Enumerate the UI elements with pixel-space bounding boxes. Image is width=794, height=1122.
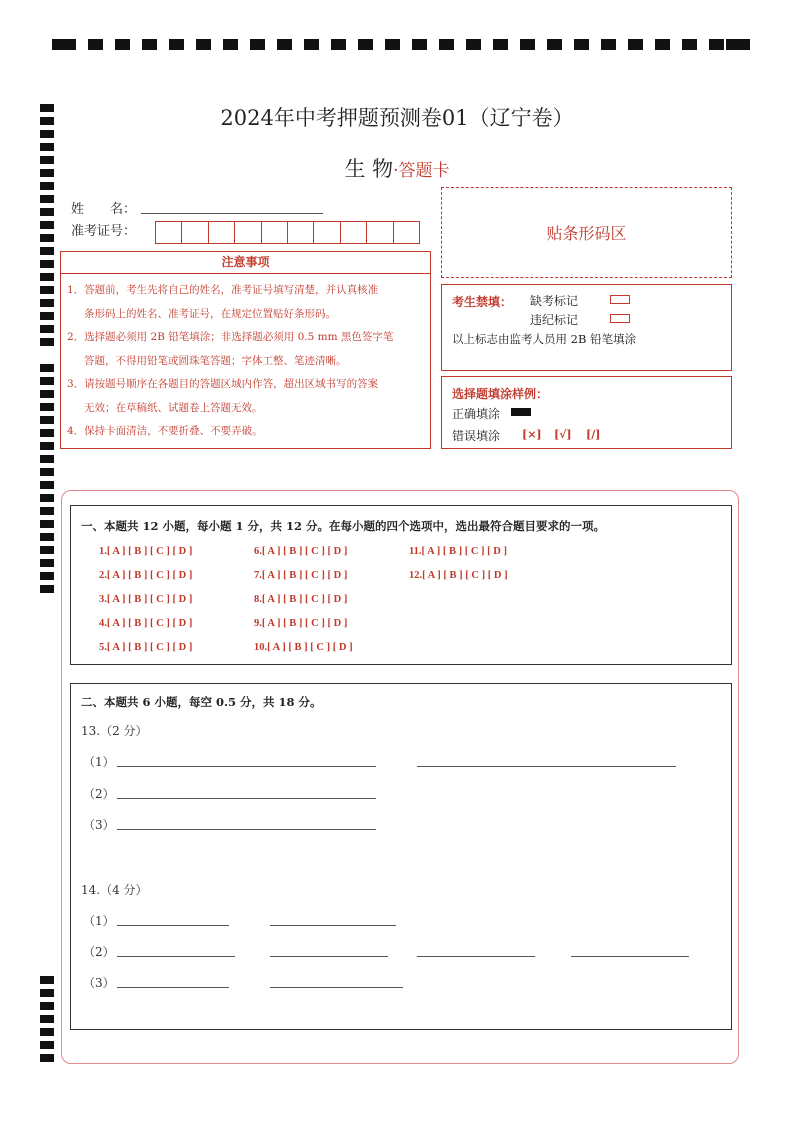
exam-number-boxes[interactable]	[155, 221, 420, 244]
subject-line	[0, 153, 794, 183]
question-number: 8.	[254, 594, 262, 605]
question-number: 1.	[99, 546, 107, 557]
prohibited-label: 考生禁填：	[452, 295, 513, 309]
fill-sample-box	[441, 376, 732, 449]
fill-sample-title: 选择题填涂样例：	[452, 387, 549, 401]
q13-answer-line[interactable]	[417, 766, 676, 767]
q14-answer-line[interactable]	[117, 987, 229, 988]
choice-options[interactable]: [ A ] [ B ] [ C ] [ D ]	[106, 642, 193, 653]
question-14-label: 14.（4 分）	[81, 883, 148, 897]
absent-mark-label: 缺考标记	[530, 294, 579, 308]
question-number: 11.	[409, 546, 422, 557]
q13-part-label: （1）	[83, 755, 115, 769]
q14-part-label: （2）	[83, 945, 115, 959]
choice-question-5[interactable]	[99, 642, 192, 653]
notice-item: 无效；在草稿纸、试题卷上答题无效。	[84, 401, 263, 414]
barcode-area	[441, 187, 732, 278]
question-13-label: 13.（2 分）	[81, 724, 148, 738]
digit-box[interactable]	[288, 222, 314, 243]
correct-fill-label: 正确填涂	[452, 407, 501, 421]
choice-section-title: 一、本题共 12 小题，每小题 1 分，共 12 分。在每小题的四个选项中，选出最符合题目要求的一项。	[81, 519, 606, 533]
exam-number-label: 准考证号：	[71, 224, 137, 239]
digit-box[interactable]	[209, 222, 235, 243]
violation-mark-label: 违纪标记	[530, 313, 579, 327]
choice-section	[70, 505, 732, 665]
choice-options[interactable]: [ A ] [ B ] [ C ] [ D ]	[106, 618, 193, 629]
choice-question-8[interactable]	[254, 594, 347, 605]
question-number: 3.	[99, 594, 107, 605]
answer-card-label: ·答题卡	[393, 161, 450, 181]
choice-question-7[interactable]	[254, 570, 347, 581]
digit-box[interactable]	[156, 222, 182, 243]
choice-options[interactable]: [ A ] [ B ] [ C ] [ D ]	[261, 570, 348, 581]
notice-item: 3．请按题号顺序在各题目的答题区域内作答，超出区域书写的答案	[67, 378, 379, 390]
choice-question-11[interactable]	[409, 546, 507, 557]
digit-box[interactable]	[182, 222, 208, 243]
choice-question-10[interactable]	[254, 642, 353, 653]
notice-title: 注意事项	[61, 252, 430, 274]
choice-question-9[interactable]	[254, 618, 347, 629]
choice-options[interactable]: [ A ] [ B ] [ C ] [ D ]	[267, 642, 353, 653]
barcode-label: 贴条形码区	[546, 224, 627, 243]
question-number: 2.	[99, 570, 107, 581]
wrong-fill-mark: [√]	[554, 428, 572, 441]
wrong-fill-mark: [/]	[586, 428, 601, 441]
q14-answer-line[interactable]	[270, 987, 403, 988]
q14-answer-line[interactable]	[270, 956, 388, 957]
choice-question-12[interactable]	[409, 570, 508, 581]
notice-item: 2．选择题必须用 2B 铅笔填涂；非选择题必须用 0.5 mm 黑色签字笔	[67, 331, 394, 343]
digit-box[interactable]	[394, 222, 419, 243]
q14-answer-line[interactable]	[117, 925, 229, 926]
prohibited-box	[441, 284, 732, 371]
notice-item: 4．保持卡面清洁，不要折叠、不要弄破。	[67, 425, 263, 437]
wrong-fill-label: 错误填涂	[452, 429, 501, 443]
question-number: 4.	[99, 618, 107, 629]
digit-box[interactable]	[341, 222, 367, 243]
name-label: 姓 名：	[71, 202, 137, 217]
notice-item: 1．答题前，考生先将自己的姓名，准考证号填写清楚，并认真核准	[67, 284, 379, 296]
correct-fill-sample	[511, 408, 531, 416]
notice-list	[61, 274, 430, 444]
top-timing-marks	[52, 38, 750, 51]
question-number: 9.	[254, 618, 262, 629]
q14-part-label: （3）	[83, 976, 115, 990]
digit-box[interactable]	[367, 222, 393, 243]
absent-mark-box[interactable]	[610, 295, 630, 304]
name-field[interactable]	[141, 213, 323, 214]
question-number: 7.	[254, 570, 262, 581]
choice-question-4[interactable]	[99, 618, 192, 629]
choice-options[interactable]: [ A ] [ B ] [ C ] [ D ]	[106, 570, 193, 581]
violation-mark-box[interactable]	[610, 314, 630, 323]
q13-answer-line[interactable]	[117, 766, 376, 767]
question-number: 12.	[409, 570, 423, 581]
notice-box	[60, 251, 431, 449]
q13-answer-line[interactable]	[117, 798, 376, 799]
choice-options[interactable]: [ A ] [ B ] [ C ] [ D ]	[261, 618, 348, 629]
question-number: 10.	[254, 642, 268, 653]
choice-question-1[interactable]	[99, 546, 192, 557]
digit-box[interactable]	[314, 222, 340, 243]
wrong-fill-mark: [×]	[522, 428, 542, 441]
notice-item: 答题，不得用铅笔或圆珠笔答题；字体工整、笔迹清晰。	[84, 354, 347, 367]
q13-part-label: （3）	[83, 818, 115, 832]
notice-item: 条形码上的姓名、准考证号，在规定位置贴好条形码。	[84, 307, 336, 320]
choice-question-6[interactable]	[254, 546, 347, 557]
digit-box[interactable]	[262, 222, 288, 243]
prohibited-note: 以上标志由监考人员用 2B 铅笔填涂	[452, 332, 637, 346]
choice-options[interactable]: [ A ] [ B ] [ C ] [ D ]	[422, 570, 508, 581]
page-title: 2024年中考押题预测卷01（辽宁卷）	[220, 106, 574, 130]
choice-options[interactable]: [ A ] [ B ] [ C ] [ D ]	[106, 546, 193, 557]
question-number: 6.	[254, 546, 262, 557]
choice-question-3[interactable]	[99, 594, 192, 605]
q14-answer-line[interactable]	[571, 956, 689, 957]
choice-question-2[interactable]	[99, 570, 192, 581]
question-number: 5.	[99, 642, 107, 653]
q14-answer-line[interactable]	[270, 925, 396, 926]
q13-answer-line[interactable]	[117, 829, 376, 830]
q14-answer-line[interactable]	[117, 956, 235, 957]
digit-box[interactable]	[235, 222, 261, 243]
choice-options[interactable]: [ A ] [ B ] [ C ] [ D ]	[261, 594, 348, 605]
subject-name: 生 物	[344, 157, 394, 181]
choice-options[interactable]: [ A ] [ B ] [ C ] [ D ]	[106, 594, 193, 605]
q14-part-label: （1）	[83, 914, 115, 928]
written-section	[70, 683, 732, 1030]
choice-options[interactable]: [ A ] [ B ] [ C ] [ D ]	[261, 546, 348, 557]
q14-answer-line[interactable]	[417, 956, 535, 957]
q13-part-label: （2）	[83, 787, 115, 801]
choice-options[interactable]: [ A ] [ B ] [ C ] [ D ]	[421, 546, 507, 557]
written-section-title: 二、本题共 6 小题，每空 0.5 分，共 18 分。	[81, 695, 322, 709]
